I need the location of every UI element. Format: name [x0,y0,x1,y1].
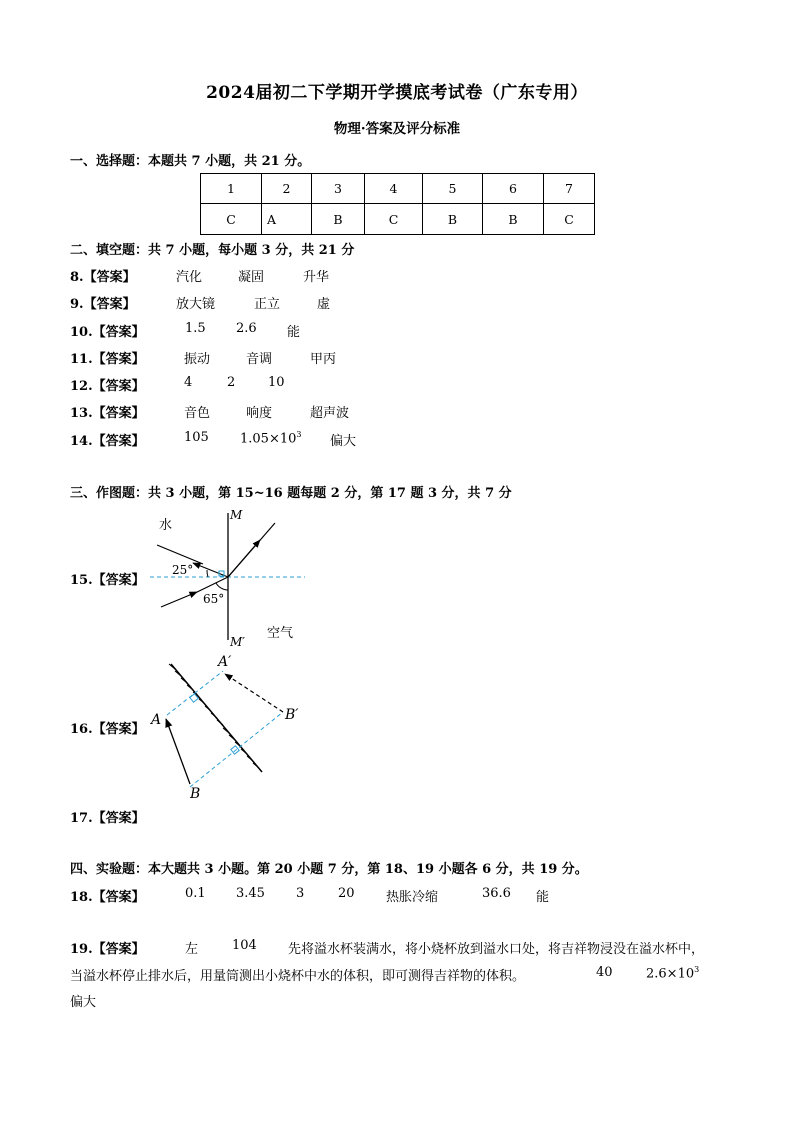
answer-value: 振动 [184,352,211,367]
table-cell: C [544,204,595,235]
answer-label: 19.【答案】 [70,942,145,957]
answer-label: 15.【答案】 [70,573,145,588]
exponent: 3 [296,430,302,439]
projection-line-b [190,712,283,787]
answer-value: 虚 [317,297,331,312]
answer-value: 音调 [246,352,273,367]
answer-table [200,173,595,235]
answer-value: 4 [184,375,193,390]
answer-value: 音色 [184,406,211,421]
answer-line-16 [70,718,145,737]
angle-arc [216,583,228,590]
answer-value: 20 [338,886,355,901]
answer-line-9 [70,293,136,312]
answer-value: 甲丙 [310,352,337,367]
answer-value: 偏大 [330,434,357,449]
table-cell: 2 [262,174,312,204]
reflected-ray-arrow [193,563,228,577]
point-b-prime-label: B′ [285,707,299,723]
answer-value-with-exponent [646,965,699,981]
point-b-label: B [190,786,201,802]
table-cell: C [365,204,423,235]
table-cell: 4 [365,174,423,204]
answer-value: 2.6 [236,321,257,336]
answer-value: 3 [296,886,305,901]
answer-value: 放大镜 [176,297,216,312]
answer-value: 0.1 [185,886,206,901]
answer-line-10 [70,321,145,340]
answer-line-8 [70,266,136,285]
reflected-ray [157,545,203,564]
table-cell: A [262,204,312,235]
answer-value: 2.6×10 [646,966,695,982]
point-a-prime-label: A′ [218,654,232,670]
table-cell: B [423,204,483,235]
answer-line-14 [70,430,145,449]
mirror-hatching [169,664,259,768]
angle-arc [207,570,208,577]
answer-value: 105 [184,430,209,445]
answer-label: 18.【答案】 [70,890,145,905]
answer-line-13 [70,402,145,421]
page-subtitle: 物理·答案及评分标准 [333,121,461,137]
answer-value: 36.6 [482,886,511,901]
answer-value: 3.45 [236,886,265,901]
table-cell: B [483,204,544,235]
answer-value: 响度 [246,406,273,421]
right-angle-mark [231,746,239,754]
point-a-label: A [151,712,162,728]
answer-value-with-exponent [240,430,301,446]
answer-line-17 [70,807,145,826]
table-cell: 3 [312,174,365,204]
refracted-ray-arrow [228,540,260,577]
section-3-heading: 三、作图题：共 3 小题，第 15~16 题每题 2 分，第 17 题 3 分，共 7 分 [70,486,512,501]
answer-label: 14.【答案】 [70,434,145,449]
incident-ray [161,592,197,607]
table-cell: 5 [423,174,483,204]
mirror-diagram [145,652,315,802]
answer-text: 当溢水杯停止排水后，用量筒测出小烧杯中水的体积，即可测得吉祥物的体积。 [70,969,526,984]
angle-label-25: 25° [172,563,194,577]
answer-value: 1.05×10 [240,431,297,447]
object-arrow [166,719,190,784]
answer-label: 16.【答案】 [70,722,145,737]
refraction-diagram [145,505,315,650]
answer-label: 8.【答案】 [70,270,136,285]
answer-value: 正立 [254,297,281,312]
page-title: 2024届初二下学期开学摸底考试卷（广东专用） [206,83,588,103]
answer-line-11 [70,348,145,367]
table-cell: 6 [483,174,544,204]
answer-value: 10 [268,375,285,390]
answer-value: 凝固 [238,270,265,285]
water-label: 水 [159,518,173,533]
section-4-heading: 四、实验题：本大题共 3 小题。第 20 小题 7 分，第 18、19 小题各 6 分，共 19 分。 [70,862,588,877]
answer-value: 超声波 [310,406,350,421]
answer-label: 13.【答案】 [70,406,145,421]
answer-value: 能 [287,325,301,340]
answer-text: 先将溢水杯装满水，将小烧杯放到溢水口处，将吉祥物浸没在溢水杯中， [288,942,705,957]
answer-value: 能 [536,890,550,905]
answer-value: 104 [232,938,257,953]
answer-line-18 [70,886,145,905]
angle-label-65: 65° [203,592,225,606]
answer-value: 2 [227,375,236,390]
answer-value: 偏大 [70,995,97,1010]
answer-value: 升华 [303,270,330,285]
answer-line-12 [70,375,145,394]
answer-value: 40 [596,965,613,980]
answer-line-19 [70,938,145,957]
answer-value: 左 [185,942,199,957]
answer-label: 17.【答案】 [70,811,145,826]
answer-line-15 [70,569,145,588]
table-cell: 7 [544,174,595,204]
answer-label: 10.【答案】 [70,325,145,340]
answer-label: 12.【答案】 [70,379,145,394]
answer-value: 热胀冷缩 [386,890,439,905]
image-arrow [225,674,283,712]
section-2-heading: 二、填空题：共 7 小题，每小题 3 分，共 21 分 [70,243,355,258]
section-1-heading: 一、选择题：本题共 7 小题，共 21 分。 [70,154,311,169]
m-prime-label: M′ [230,635,246,649]
m-label: M [230,508,243,522]
table-cell: C [201,204,262,235]
answer-label: 9.【答案】 [70,297,136,312]
projection-line-a [167,671,223,715]
exponent: 3 [694,965,700,974]
table-cell: 1 [201,174,262,204]
air-label: 空气 [267,626,294,641]
table-row [201,204,595,235]
table-header-row [201,174,595,204]
answer-value: 1.5 [185,321,206,336]
table-cell: B [312,204,365,235]
answer-value: 汽化 [176,270,203,285]
answer-label: 11.【答案】 [70,352,145,367]
